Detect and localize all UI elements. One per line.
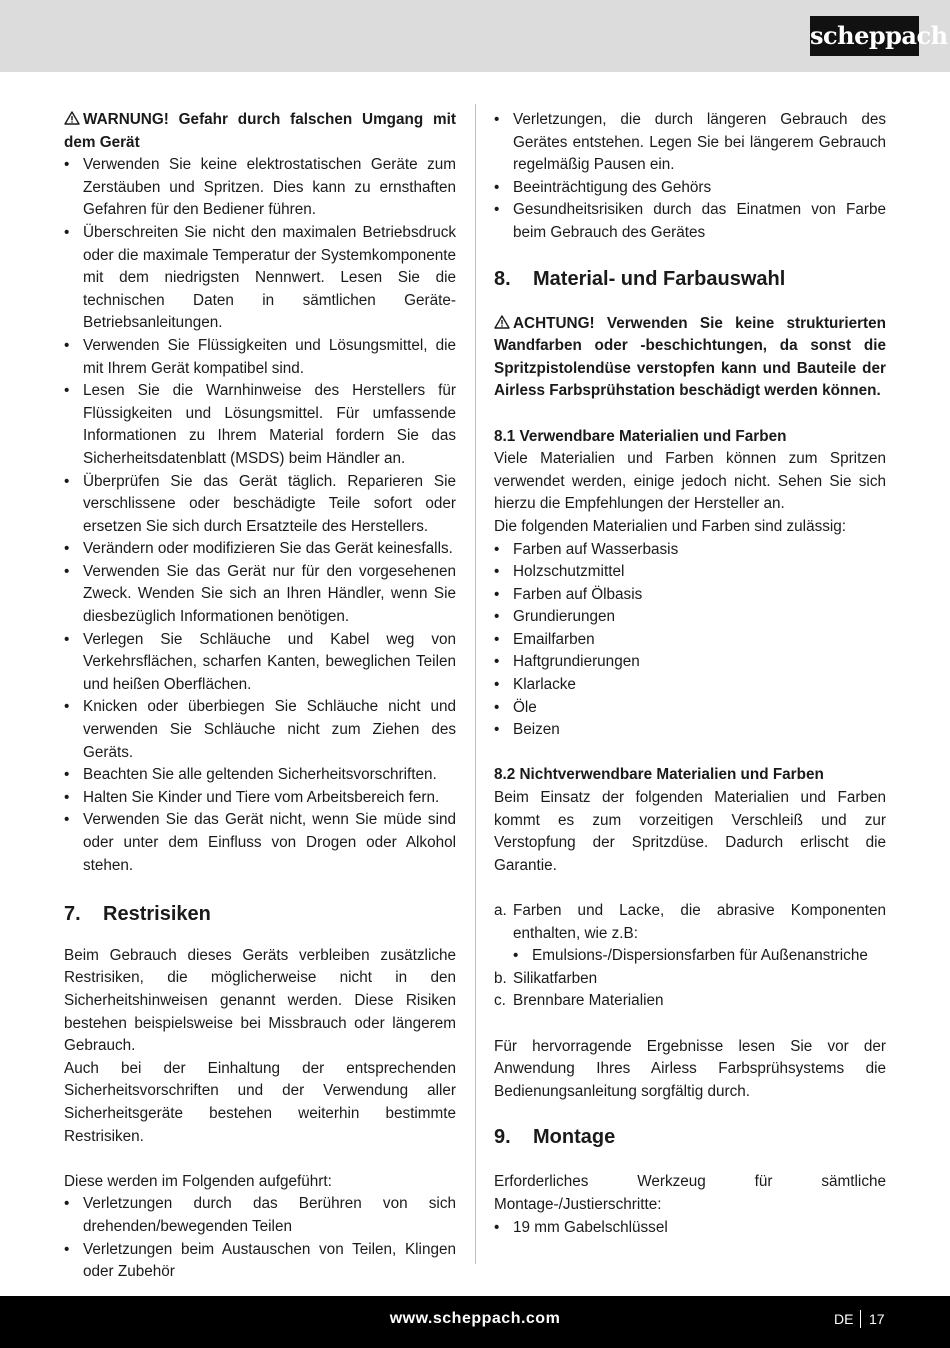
list-item: [494, 990, 886, 1013]
list-item: • Grundierungen: [494, 606, 886, 629]
paragraph: Beim Einsatz der folgenden Materialien und Farben kommt es zum vorzeitigen Verschleiß und zur Verstopfung der Spritzdüse. Dadurch erlischt die Garantie.: [494, 789, 886, 874]
left-column: [64, 109, 456, 1284]
list-item: • Emailfarben: [494, 629, 886, 652]
list-item: • Verwenden Sie keine elektrostatischen Geräte zum Zerstäuben und Spritzen. Dies kann zu ernsthaften Gefahren für den Bediener führen.: [64, 154, 456, 222]
list-item: • Verlegen Sie Schläuche und Kabel weg von Verkehrsflächen, scharfen Kanten, beweglichen Teilen und heißen Oberflächen.: [64, 629, 456, 697]
list-item: • Beachten Sie alle geltenden Sicherheitsvorschriften.: [64, 764, 456, 787]
list-item: • Überschreiten Sie nicht den maximalen Betriebsdruck oder die maximale Temperatur der Systemkomponente mit dem niedrigsten Nennwert. Lesen Sie die technischen Daten in sämtlichen Geräte-Betriebsanleitungen.: [64, 222, 456, 335]
subsection-8-2-heading: 8.2 Nichtverwendbare Materialien und Farben: [494, 766, 824, 784]
list-item: • Holzschutzmittel: [494, 561, 886, 584]
list-item: • Lesen Sie die Warnhinweise des Herstellers für Flüssigkeiten und Lösungsmittel. Für umfassende Informationen zu Ihrem Material fordern Sie das Sicherheitsdatenblatt (MSDS) beim Händler an.: [64, 380, 456, 470]
scheppach-logo: scheppach: [810, 16, 919, 56]
paragraph: Beim Gebrauch dieses Geräts verbleiben zusätzliche Restrisiken, die möglicherweise nicht in den Sicherheitshinweisen genannt werden. Diese Risiken bestehen beispielsweise bei Missbrauch oder längerem Gebrauch.: [64, 946, 456, 1055]
right-column: [494, 109, 886, 1239]
unsuitable-materials-list: [494, 900, 886, 1013]
warning-triangle-icon: [64, 111, 80, 125]
paragraph: Viele Materialien und Farben können zum Spritzen verwendet werden, einige jedoch nicht. Sehen Sie sich hierzu die Empfehlungen der Hersteller an.: [494, 450, 886, 513]
page-footer: [0, 1296, 950, 1348]
list-item: [494, 900, 886, 968]
section-9-heading: [494, 1123, 886, 1151]
list-item: • Verletzungen beim Austauschen von Teilen, Klingen oder Zubehör: [64, 1239, 456, 1284]
list-item: • Knicken oder überbiegen Sie Schläuche nicht und verwenden Sie Schläuche nicht zum Ziehen des Geräts.: [64, 696, 456, 764]
list-item: • 19 mm Gabelschlüssel: [494, 1217, 886, 1240]
section-title: Restrisiken: [103, 902, 211, 925]
section-number: 7.: [64, 902, 81, 925]
paragraph: Für hervorragende Ergebnisse lesen Sie vor der Anwendung Ihres Airless Farbsprühsystems die Bedienungsanleitung sorgfältig durch.: [494, 1037, 886, 1100]
list-text: Silikatfarben: [513, 969, 598, 987]
warning-triangle-icon: [494, 315, 510, 329]
list-item: • Klarlacke: [494, 674, 886, 697]
warning-title: WARNUNG! Gefahr durch falschen Umgang mit dem Gerät: [64, 111, 456, 151]
list-item: [494, 968, 886, 991]
list-marker: c.: [494, 992, 506, 1010]
list-text: Farben und Lacke, die abrasive Komponenten enthalten, wie z.B:: [513, 902, 886, 942]
list-item: • Beizen: [494, 719, 886, 742]
footer-separator: [860, 1310, 861, 1328]
list-text: Brennbare Materialien: [513, 992, 664, 1010]
attention-text: ACHTUNG! Verwenden Sie keine strukturierten Wandfarben oder -beschichtungen, da sonst die Spritzpistolendüse verstopfen kann und Bauteile der Airless Farbsprühstation beschädigt werden können.: [494, 314, 886, 400]
list-item: • Gesundheitsrisiken durch das Einatmen von Farbe beim Gebrauch des Gerätes: [494, 199, 886, 244]
page-number: 17: [869, 1311, 885, 1327]
warning-heading: [64, 109, 456, 154]
risk-list: [64, 1193, 456, 1283]
section-7-heading: [64, 900, 456, 928]
section-8-heading: [494, 265, 886, 293]
section-title: Material- und Farbauswahl: [533, 267, 786, 290]
page-header: [0, 0, 950, 72]
list-item: • Verwenden Sie das Gerät nur für den vorgesehenen Zweck. Wenden Sie sich an Ihren Händler, wenn Sie diesbezüglich Informationen benötigen.: [64, 561, 456, 629]
allowed-materials-list: [494, 539, 886, 742]
attention-notice: [494, 313, 886, 403]
section-title: Montage: [533, 1126, 616, 1149]
list-item: • Halten Sie Kinder und Tiere vom Arbeitsbereich fern.: [64, 787, 456, 810]
list-item: • Farben auf Ölbasis: [494, 584, 886, 607]
list-marker: b.: [494, 969, 507, 987]
warning-list: [64, 154, 456, 877]
section-number: 9.: [494, 1126, 511, 1149]
paragraph: Diese werden im Folgenden aufgeführt:: [64, 1172, 332, 1190]
list-item: • Beeinträchtigung des Gehörs: [494, 177, 886, 200]
tools-list: [494, 1217, 886, 1240]
website-link[interactable]: www.scheppach.com: [389, 1310, 561, 1327]
list-item: • Farben auf Wasserbasis: [494, 539, 886, 562]
section-number: 8.: [494, 267, 511, 290]
paragraph: Erforderliches Werkzeug für sämtliche Montage-/Justierschritte:: [494, 1173, 886, 1213]
list-marker: a.: [494, 902, 507, 919]
paragraph: Auch bei der Einhaltung der entsprechenden Sicherheitsvorschriften und der Verwendung aller Sicherheitsgeräte bestehen weiterhin bestimmte Restrisiken.: [64, 1059, 456, 1145]
list-item: • Verletzungen, die durch längeren Gebrauch des Gerätes entstehen. Legen Sie bei längerem Gebrauch regelmäßig Pausen ein.: [494, 109, 886, 177]
list-item: • Verwenden Sie das Gerät nicht, wenn Sie müde sind oder unter dem Einfluss von Drogen oder Alkohol stehen.: [64, 809, 456, 877]
subsection-8-1-heading: 8.1 Verwendbare Materialien und Farben: [494, 427, 787, 445]
paragraph: Die folgenden Materialien und Farben sind zulässig:: [494, 517, 847, 535]
list-item: • Verändern oder modifizieren Sie das Gerät keinesfalls.: [64, 538, 456, 561]
list-item: • Haftgrundierungen: [494, 651, 886, 674]
language-code: DE: [834, 1311, 854, 1327]
sub-list-item: • Emulsions-/Dispersionsfarben für Außenanstriche: [513, 945, 886, 968]
list-item: • Verwenden Sie Flüssigkeiten und Lösungsmittel, die mit Ihrem Gerät kompatibel sind.: [64, 335, 456, 380]
list-item: • Überprüfen Sie das Gerät täglich. Reparieren Sie verschlissene oder beschädigte Teile sofort oder ersetzen Sie sich durch Ersatzteile des Herstellers.: [64, 471, 456, 539]
risk-list-continued: [494, 109, 886, 245]
list-item: • Verletzungen durch das Berühren von sich drehenden/bewegenden Teilen: [64, 1193, 456, 1238]
column-divider: [475, 104, 476, 1264]
list-item: • Öle: [494, 697, 886, 720]
